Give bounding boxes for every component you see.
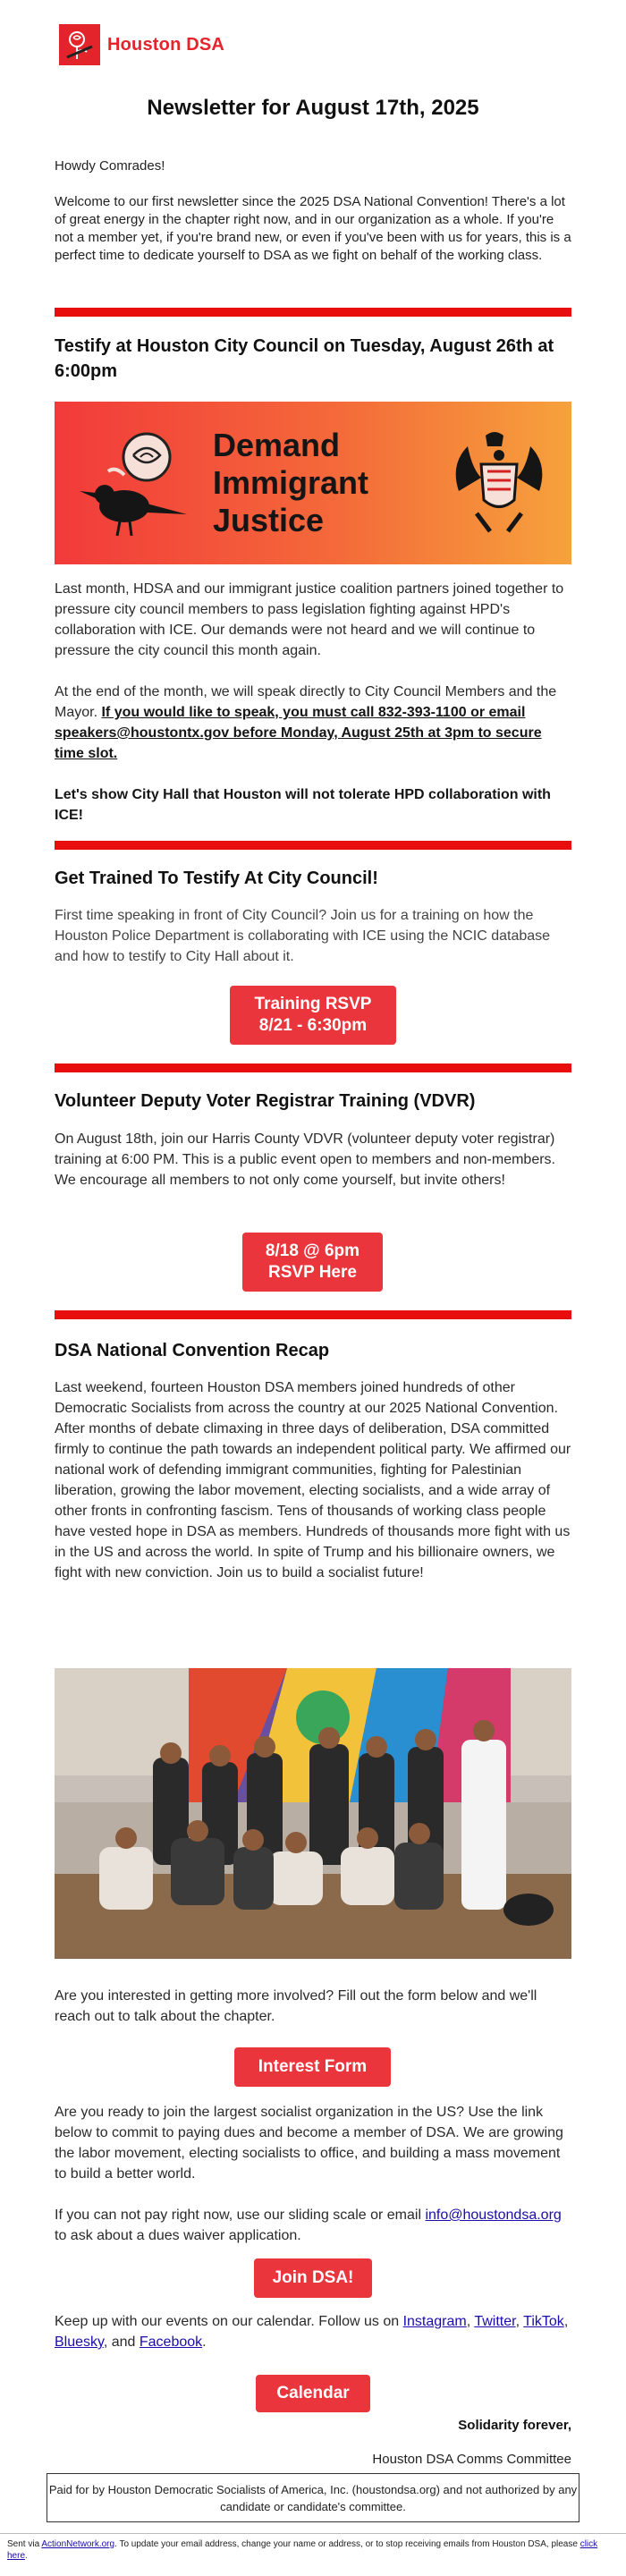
- bluesky-link[interactable]: Bluesky: [55, 2334, 104, 2350]
- actionnetwork-link[interactable]: ActionNetwork.org: [41, 2539, 115, 2549]
- convention-heading: DSA National Convention Recap: [55, 1341, 330, 1360]
- trained-heading: Get Trained To Testify At City Council!: [55, 869, 378, 888]
- rose-icon: [59, 24, 100, 65]
- paid-for-disclaimer: Paid for by Houston Democratic Socialists of America, Inc. (houstondsa.org) and not authorized by any candidate or candidate's committee.: [47, 2473, 579, 2522]
- facebook-link[interactable]: Facebook: [139, 2334, 203, 2350]
- demand-immigrant-justice-banner: [55, 402, 571, 564]
- tiktok-link[interactable]: TikTok: [523, 2314, 564, 2329]
- join-block: [55, 2102, 571, 2246]
- convention-body: Last weekend, fourteen Houston DSA members joined hundreds of other Democratic Socialists from across the country at our 2025 National Convention. After months of debate climaxing in three days of deliberation, DSA committed firmly to continue the path towards an independent political party. We affirmed our national work of defending immigrant communities, fighting for Palestinian liberation, growing the labor movement, electing socialists, and a wide array of other fronts in confronting fascism. Tens of thousands of working class people have vested hope in DSA as members. Hundreds of thousands more fight with us in the US and across the world. In spite of Trump and his billionaire owners, we fight with new conviction. Join us to build a socialist future!: [55, 1380, 571, 1580]
- waiver-text-end: to ask about a dues waiver application.: [55, 2228, 301, 2243]
- section-divider: [55, 308, 571, 317]
- logo-text: Houston DSA: [107, 34, 225, 55]
- testify-p2-text: At the end of the month, we will speak directly to City Council Members and the Mayor.: [55, 684, 557, 720]
- join-dsa-button[interactable]: Join DSA!: [254, 2258, 372, 2298]
- training-rsvp-label: Training RSVP: [254, 995, 372, 1013]
- join-body: Are you ready to join the largest socialist organization in the US? Use the link below to commit to paying dues and become a member of DSA. We are growing the labor movement, electing socialists to office, and building a mass movement to build a better world.: [55, 2105, 563, 2182]
- click-here-link[interactable]: click here: [7, 2539, 598, 2561]
- vdvr-rsvp-label: RSVP Here: [268, 1263, 357, 1282]
- section-divider: [55, 1063, 571, 1072]
- logo[interactable]: [59, 24, 224, 65]
- vdvr-body-block: [55, 1129, 571, 1191]
- vdvr-body: On August 18th, join our Harris County VDVR (volunteer deputy voter registrar) training at 6:00 PM. This is a public event open to members and non-members. We encourage all members to not only come yourself, but invite others!: [55, 1131, 555, 1188]
- testify-paragraph-2: [55, 682, 571, 764]
- banner-word-2: Immigrant: [213, 464, 369, 501]
- vdvr-rsvp-date: 8/18 @ 6pm: [265, 1241, 360, 1260]
- waiver-text: If you can not pay right now, use our sliding scale or email: [55, 2207, 426, 2223]
- section-divider: [55, 841, 571, 850]
- info-email-link[interactable]: info@houstondsa.org: [425, 2207, 562, 2223]
- training-rsvp-button[interactable]: [230, 986, 396, 1045]
- footer-divider: [0, 2533, 626, 2534]
- sent-via-text: Sent via: [7, 2539, 42, 2549]
- newsletter-title: Newsletter for August 17th, 2025: [147, 96, 479, 120]
- signoff-line-2: Houston DSA Comms Committee: [372, 2452, 571, 2467]
- banner-word-1: Demand: [213, 427, 341, 463]
- vdvr-heading: Volunteer Deputy Voter Registrar Training (VDVR): [55, 1091, 476, 1111]
- speaker-signup-instructions: If you would like to speak, you must call 832-393-1100 or email speakers@houstontx.gov before Monday, August 25th at 3pm to secure time slot.: [55, 705, 542, 761]
- greeting: Howdy Comrades!: [55, 158, 165, 174]
- twitter-link[interactable]: Twitter: [474, 2314, 516, 2329]
- vdvr-rsvp-button[interactable]: [242, 1233, 383, 1292]
- section-divider: [55, 1310, 571, 1319]
- involved-body: Are you interested in getting more involved? Fill out the form below and we'll reach out to talk about the chapter.: [55, 1988, 537, 2024]
- signoff-line-1: Solidarity forever,: [458, 2418, 571, 2433]
- testify-heading: Testify at Houston City Council on Tuesday, August 26th at 6:00pm: [55, 336, 554, 381]
- testify-paragraph-1: Last month, HDSA and our immigrant justice coalition partners joined together to pressure city council members to pass legislation fighting against HPD's collaboration with ICE. Our demands were not heard and we will continue to pressure the city council this month again.: [55, 581, 564, 658]
- bird-rose-icon: [71, 421, 205, 547]
- waiver-paragraph: [55, 2205, 571, 2246]
- unsubscribe-notice: [7, 2538, 615, 2562]
- testify-body: [55, 579, 571, 826]
- trained-body-block: [55, 905, 571, 967]
- trained-body: First time speaking in front of City Council? Join us for a training on how the Houston Police Department is collaborating with ICE using the NCIC database and how to testify to City Hall about it.: [55, 908, 551, 964]
- testify-paragraph-3: Let's show City Hall that Houston will not tolerate HPD collaboration with ICE!: [55, 787, 551, 823]
- involved-block: [55, 1986, 571, 2027]
- eagle-crest-icon: [441, 428, 557, 540]
- convention-body-block: [55, 1377, 571, 1583]
- social-paragraph: Keep up with our events on our calendar. Follow us on Instagram, Twitter, TikTok, Bluesky, and Facebook.: [55, 2314, 569, 2350]
- calendar-block: [55, 2311, 571, 2352]
- convention-group-photo: [55, 1668, 571, 1959]
- banner-word-3: Justice: [213, 502, 325, 538]
- banner-text: [213, 427, 368, 539]
- social-text: Keep up with our events on our calendar. Follow us on: [55, 2314, 403, 2329]
- update-text: . To update your email address, change your name or address, or to stop receiving emails from Houston DSA, please: [114, 2539, 580, 2549]
- calendar-button[interactable]: Calendar: [256, 2375, 370, 2412]
- intro-body: Welcome to our first newsletter since the 2025 DSA National Convention! There's a lot of great energy in the chapter right now, and in our organization as a whole. If you're not a member yet, if you're brand new, or even if you've been with us for years, this is a perfect time to dedicate yourself to DSA as we fight on behalf of the working class.: [55, 194, 571, 263]
- intro-section: [55, 157, 571, 265]
- period-text: .: [25, 2551, 28, 2561]
- instagram-link[interactable]: Instagram: [402, 2314, 467, 2329]
- training-rsvp-time: 8/21 - 6:30pm: [258, 1016, 368, 1035]
- interest-form-button[interactable]: Interest Form: [234, 2047, 391, 2087]
